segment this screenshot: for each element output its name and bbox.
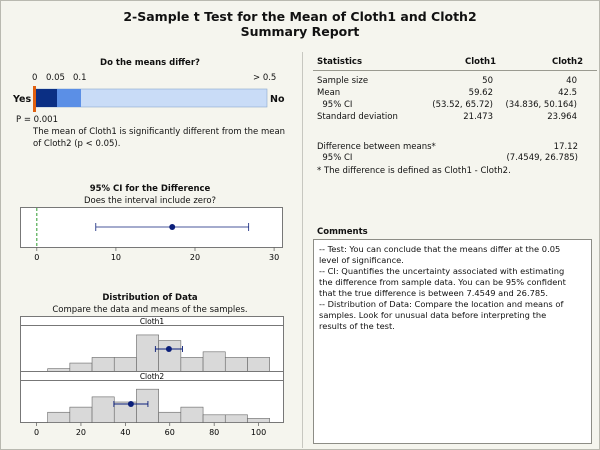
cloth2-histogram-bar [159,412,181,422]
ci-x-axis [34,248,279,263]
difference-ci-value: (7.4549, 26.785) [506,153,578,163]
comment-line: results of the test. [319,321,395,331]
distribution-chart [20,316,292,440]
scale-label-01: 0.1 [73,73,87,83]
comment-line: the difference from sample data. You can be 95% confident [319,277,566,287]
cloth1-histogram-bar [70,363,92,371]
difference-label: Difference between means* [317,142,436,152]
ci-x-tick-label: 30 [268,253,280,262]
distribution-x-tick-label: 0 [33,428,40,437]
cloth2-histogram-bar [181,407,203,422]
comments-box [313,239,592,444]
cloth1-label: Cloth1 [139,317,165,326]
cloth1-histogram-bar [92,357,114,371]
cloth1-mean-point [166,346,172,352]
cloth1-histogram-bar [247,357,269,371]
comments-heading: Comments [317,227,368,237]
report-title: 2-Sample t Test for the Mean of Cloth1 and Cloth2 [123,9,477,24]
difference-footnote: * The difference is defined as Cloth1 - Cloth2. [317,166,511,176]
statistics-col-cloth2: Cloth2 [552,57,584,67]
ci-chart [20,207,290,269]
cloth1-histogram-bar [181,357,203,371]
stat-row-cloth2: 40 [566,76,577,86]
stat-row-label: Mean [317,88,341,98]
cloth2-histogram-bar [92,397,114,423]
statistics-heading: Statistics [317,57,363,67]
comment-line: -- CI: Quantifies the uncertainty associated with estimating [319,266,565,276]
distribution-title: Distribution of Data [102,293,198,303]
cloth1-histogram-bar [203,352,225,372]
stat-row-label: Sample size [317,76,369,86]
comment-line: samples. Look for unusual data before interpreting the [319,310,547,320]
distribution-subtitle: Compare the data and means of the samples. [52,305,248,315]
stat-row-cloth2: (34.836, 50.164) [505,100,577,110]
p-value-bar [33,86,268,112]
p-value-text: P = 0.001 [16,115,58,125]
stat-row-cloth1: 59.62 [468,88,493,98]
cloth2-histogram-bar [247,418,269,422]
stat-row-cloth1: 21.473 [463,112,493,122]
distribution-x-tick-label: 20 [75,428,87,437]
stat-row-cloth1: (53.52, 65.72) [432,100,493,110]
cloth1-histogram-bar [159,341,181,372]
stat-row-cloth2: 23.964 [547,112,577,122]
distribution-x-axis [34,423,266,438]
ci-estimate-point [169,224,175,230]
ci-chart-title: 95% CI for the Difference [89,184,211,194]
cloth1-histogram-bar [225,357,247,371]
ci-plot-area [21,208,283,248]
ci-x-tick-label: 20 [189,253,201,262]
cloth2-histogram-bar [48,412,70,422]
stat-row-label: 95% CI [317,100,353,110]
distribution-x-tick-label: 40 [120,428,131,437]
distribution-x-tick-label: 100 [250,428,267,437]
scale-label-05: > 0.5 [253,73,277,83]
difference-value: 17.12 [553,142,578,152]
ci-chart-subtitle: Does the interval include zero? [83,196,217,206]
difference-ci-label: 95% CI [317,153,353,163]
comment-line: that the true difference is between 7.4549 and 26.785. [319,288,549,298]
p-value-marker [33,86,36,112]
scale-label-005: 0.05 [46,73,65,83]
cloth2-histogram-bar [70,407,92,422]
ci-x-tick-label: 10 [110,253,122,262]
stat-row-label: Standard deviation [317,112,398,122]
distribution-x-tick-label: 80 [209,428,220,437]
stat-row-cloth2: 42.5 [558,88,577,98]
conclusion-line-1: The mean of Cloth1 is significantly different from the mean [33,127,286,137]
cloth1-histogram-bar [136,335,158,372]
cloth2-label: Cloth2 [139,372,165,381]
no-label: No [270,94,285,105]
yes-label: Yes [13,94,32,105]
cloth2-mean-point [128,401,134,407]
column-divider [302,52,303,448]
scale-label-0: 0 [32,73,38,83]
stat-row-cloth1: 50 [482,76,493,86]
comment-line: -- Test: You can conclude that the means differ at the 0.05 [319,244,561,254]
comment-line: -- Distribution of Data: Compare the location and means of [319,299,564,309]
distribution-x-tick-label: 60 [164,428,175,437]
statistics-col-cloth1: Cloth1 [465,57,497,67]
comment-line: level of significance. [319,255,404,265]
ci-x-tick-label: 0 [34,253,40,262]
means-differ-heading: Do the means differ? [100,58,200,68]
report-subtitle: Summary Report [240,24,360,39]
cloth2-histogram-bar [203,415,225,423]
cloth2-histogram-bar [225,415,247,423]
p-bar-dark-segment [33,89,57,107]
conclusion-line-2: of Cloth2 (p < 0.05). [33,139,121,149]
cloth1-histogram-bar [114,357,136,371]
